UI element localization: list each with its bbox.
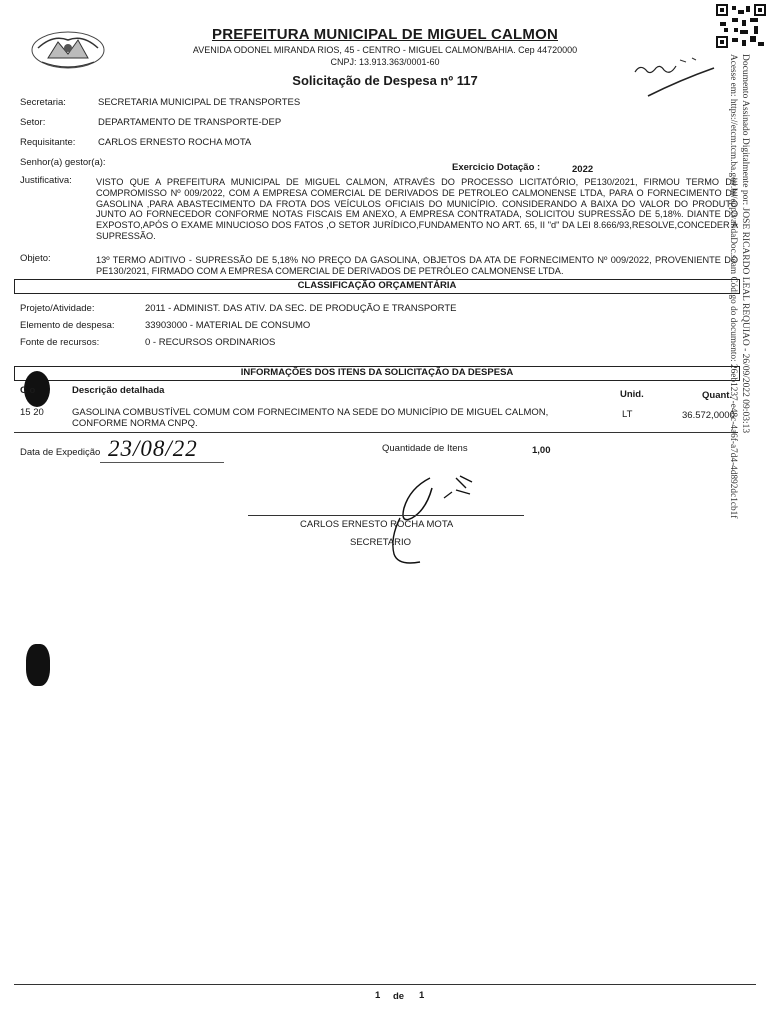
item-quant: 36.572,0000 — [682, 410, 735, 421]
item-unid: LT — [622, 409, 633, 420]
items-divider — [14, 432, 738, 433]
projeto-value: 2011 - ADMINIST. DAS ATIV. DA SEC. DE PRODUÇÃO E TRANSPORTE — [145, 303, 457, 314]
justificativa-text: VISTO QUE A PREFEITURA MUNICIPAL DE MIGUEL CALMON, ATRAVÉS DO PROCESSO LICITATÓRIO, PE130/2021, FIRMOU TERMO DE COMPROMISSO Nº 009/2022, COM A EMPRESA COMERCIAL DE DERIVADOS DE PETROLEO CALMONENSE LTDA, PARA O FORNECIMENTO DE GASOLINA ,PARA ABASTECIMENTO DA FROTA DOS VEÍCULOS OFICIAIS DO MUNICÍPIO. CONSIDERANDO A BAIXA DO VALOR DO PRODUTO JUNTO AO FORNECEDOR CONFORME NOTAS FISCAIS EM ANEXO, A EMPRESA CONTRATADA, SOLICITOU SUPRESSÃO DE 5,18%. DIANTE DO EXPOSTO,APÓS O EXAME MINUCIOSO DOS FATOS ,O SETOR JURÍDICO,FUNDAMENTO NO ART. 65, II "d" DA LEI 8.666/93,RESOLVE,CONCEDER A SUPRESSÃO. — [96, 177, 738, 241]
exercicio-label: Exercicio Dotação : — [452, 162, 541, 173]
item-descricao-line2: CONFORME NORMA CNPQ. — [72, 418, 198, 429]
fonte-label: Fonte de recursos: — [20, 337, 100, 348]
elemento-value: 33903000 - MATERIAL DE CONSUMO — [145, 320, 311, 331]
date-underline — [100, 462, 224, 463]
setor-value: DEPARTAMENTO DE TRANSPORTE-DEP — [98, 117, 282, 128]
footer-divider — [14, 984, 756, 985]
itens-section-title: INFORMAÇÕES DOS ITENS DA SOLICITAÇÃO DA DESPESA — [14, 366, 740, 381]
classificacao-section-title: CLASSIFICAÇÃO ORÇAMENTÁRIA — [14, 279, 740, 294]
objeto-text: 13º TERMO ADITIVO - SUPRESSÃO DE 5,18% NO PREÇO DA GASOLINA, OBJETOS DA ATA DE FORNECIMENTO Nº 009/2022, PROVENIENTE DO PE130/2021, FIRMADO COM A EMPRESA COMERCIAL DE DERIVADOS DE PETRÓLEO CALMONENSE LTDA. — [96, 255, 738, 276]
page-total: 1 — [419, 990, 425, 1001]
exercicio-value: 2022 — [572, 164, 594, 175]
signer-name: CARLOS ERNESTO ROCHA MOTA — [300, 519, 454, 530]
page-current: 1 — [375, 990, 381, 1001]
signature-line — [248, 515, 524, 516]
header-address: AVENIDA ODONEL MIRANDA RIOS, 45 - CENTRO - MIGUEL CALMON/BAHIA. Cep 44720000 — [192, 45, 578, 55]
header-cnpj: CNPJ: 13.913.363/0001-60 — [330, 57, 440, 67]
qr-code-icon — [716, 4, 766, 48]
page-title: PREFEITURA MUNICIPAL DE MIGUEL CALMON — [211, 26, 558, 43]
setor-label: Setor: — [20, 117, 46, 128]
gestor-label: Senhor(a) gestor(a): — [20, 157, 106, 168]
projeto-label: Projeto/Atividade: — [20, 303, 95, 314]
handwritten-initials — [630, 50, 720, 100]
quantidade-itens-label: Quantidade de Itens — [382, 443, 468, 454]
justificativa-label: Justificativa: — [20, 175, 72, 186]
quantidade-itens-value: 1,00 — [532, 445, 551, 456]
page-of: de — [393, 991, 405, 1002]
handwritten-signature — [360, 468, 490, 568]
item-descricao-line1: GASOLINA COMBUSTÍVEL COMUM COM FORNECIMENTO NA SEDE DO MUNICÍPIO DE MIGUEL CALMON, — [72, 407, 549, 418]
col-codigo-header: C o — [20, 385, 36, 396]
document-title: Solicitação de Despesa nº 117 — [292, 73, 478, 88]
requisitante-value: CARLOS ERNESTO ROCHA MOTA — [98, 137, 252, 148]
requisitante-label: Requisitante: — [20, 137, 76, 148]
item-codigo: 15 20 — [20, 407, 44, 418]
digital-signature-stamp-line1: Documento Assinado Digitalmente por: JOSE RICARDO LEAL REQUIAO - 26/09/2022 09:03:13 — [740, 54, 750, 434]
digital-signature-stamp-line2: Acesse em: https://etcm.tcm.ba.gov.br/epp/validaDoc.seam Código do documento: 26eb1237-e48c-4a6f-a7d4-4d892dc1cb1f — [728, 54, 738, 519]
secretaria-label: Secretaria: — [20, 97, 66, 108]
signer-role: SECRETARIO — [350, 537, 412, 548]
ink-blot — [26, 644, 50, 686]
col-descricao-header: Descrição detalhada — [72, 385, 165, 396]
elemento-label: Elemento de despesa: — [20, 320, 115, 331]
data-expedicao-value: 23/08/22 — [108, 436, 198, 461]
data-expedicao-label: Data de Expedição — [20, 447, 101, 458]
objeto-label: Objeto: — [20, 253, 51, 264]
fonte-value: 0 - RECURSOS ORDINARIOS — [145, 337, 276, 348]
col-quant-header: Quant. — [702, 390, 733, 401]
col-unid-header: Unid. — [620, 389, 644, 400]
secretaria-value: SECRETARIA MUNICIPAL DE TRANSPORTES — [98, 97, 301, 108]
